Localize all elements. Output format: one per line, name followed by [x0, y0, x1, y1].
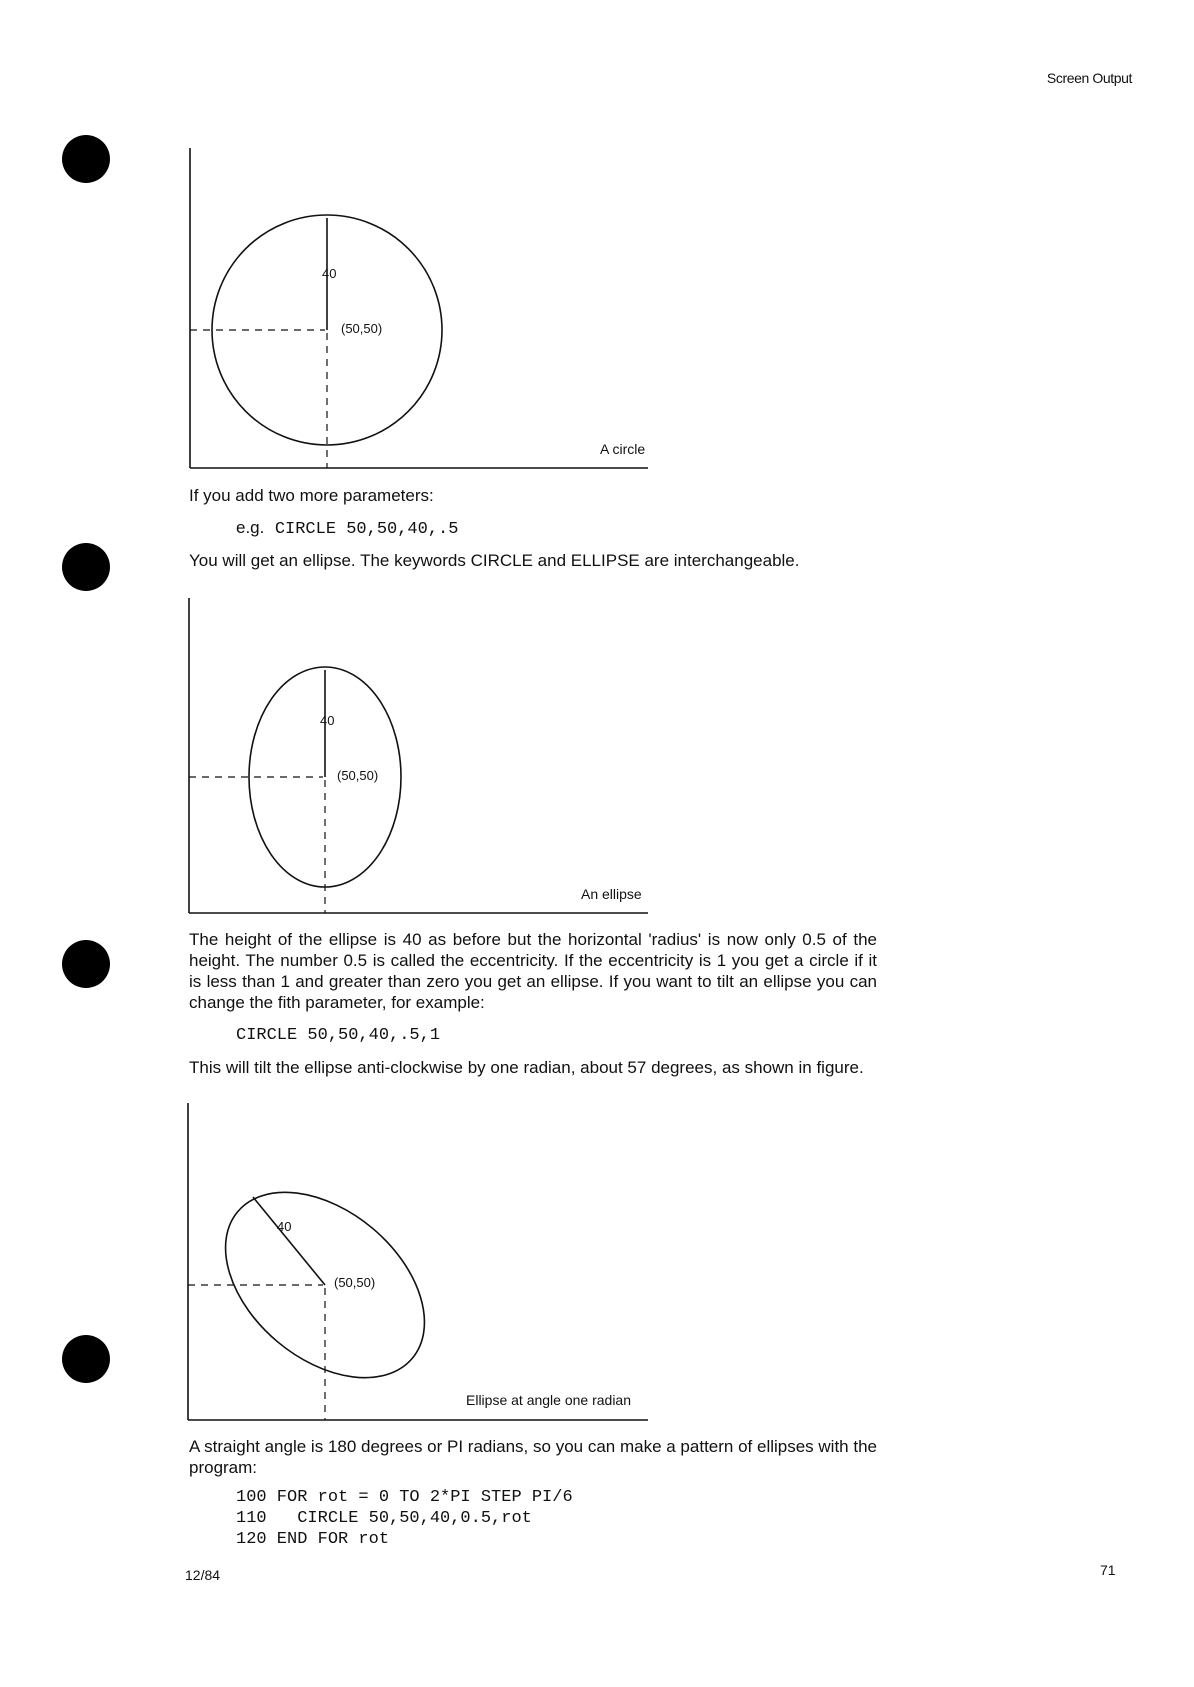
figure-tilted-ellipse [188, 1103, 648, 1420]
tilt-code: CIRCLE 50,50,40,.5,1 [236, 1026, 441, 1045]
center-label: (50,50) [341, 321, 383, 336]
eccentricity-paragraph: The height of the ellipse is 40 as before but the horizontal 'radius' is now only 0.5 of the height. The number 0.5 is called the eccentricity. If the eccentricity is 1 you get a circle if it is less than 1 and greater than zero you get an ellipse. If you want to tilt an ellipse you can change the fith parameter, for example: [189, 930, 877, 1012]
figure-ellipse [189, 598, 648, 913]
figure-caption: Ellipse at angle one radian [466, 1392, 632, 1408]
example-prefix: e.g. [236, 518, 265, 537]
running-header: Screen Output [1046, 70, 1132, 86]
page-number: 71 [1100, 1562, 1116, 1578]
example-code: CIRCLE 50,50,40,.5 [274, 520, 459, 539]
radius-line [253, 1197, 325, 1285]
straight-angle-paragraph: A straight angle is 180 degrees or PI radians, so you can make a pattern of ellipses with the program: [189, 1437, 877, 1477]
program-line: 120 END FOR rot [236, 1530, 390, 1549]
figure-circle [190, 148, 648, 468]
figure-caption: An ellipse [581, 886, 642, 902]
program-line: 100 FOR rot = 0 TO 2*PI STEP PI/6 [236, 1488, 573, 1507]
radius-label: 40 [320, 713, 335, 728]
intro-text: If you add two more parameters: [189, 486, 434, 505]
footer-date: 12/84 [185, 1567, 221, 1583]
radius-label: 40 [322, 266, 337, 281]
radius-label: 40 [277, 1219, 292, 1234]
ellipse-note: You will get an ellipse. The keywords CIRCLE and ELLIPSE are interchangeable. [189, 551, 800, 570]
tilt-note: This will tilt the ellipse anti-clockwise by one radian, about 57 degrees, as shown in figure. [189, 1058, 864, 1077]
example-line [236, 517, 458, 539]
figure-caption: A circle [600, 441, 646, 457]
program-listing [236, 1487, 573, 1550]
center-label: (50,50) [337, 768, 379, 783]
program-line: 110 CIRCLE 50,50,40,0.5,rot [236, 1509, 532, 1528]
center-label: (50,50) [334, 1275, 376, 1290]
